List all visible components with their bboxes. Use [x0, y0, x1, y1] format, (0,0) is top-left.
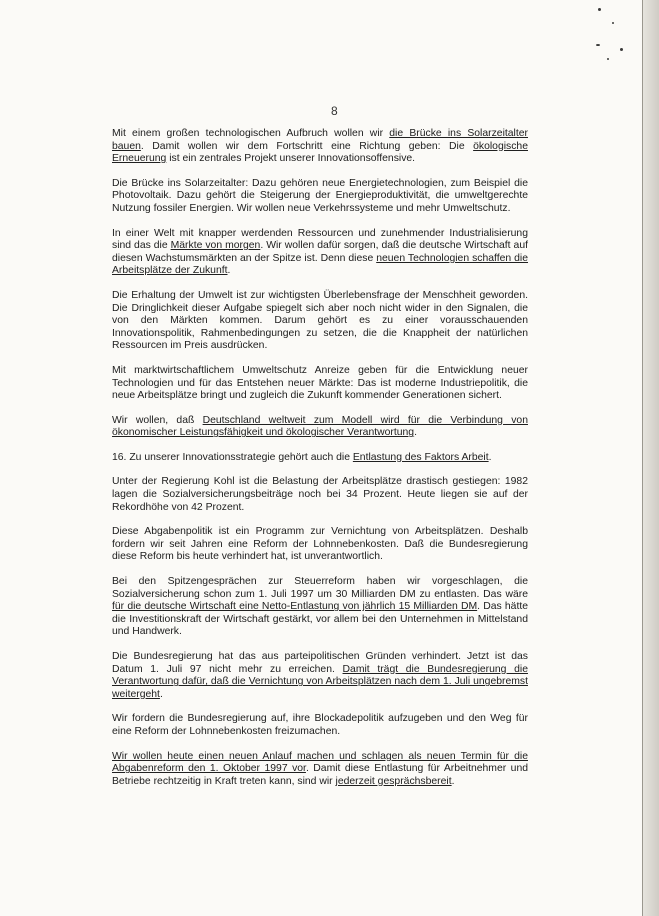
text-segment: . Damit wollen wir dem Fortschritt eine Richtung geben: Die: [140, 140, 474, 152]
underlined-text: Wir wollen heute einen neuen Anlauf machen und schlagen als neuen Termin für die Abgabenreform den 1. Oktober 1997 vor: [112, 750, 528, 775]
underlined-text: für die deutsche Wirtschaft eine Netto-Entlastung von jährlich 15 Milliarden DM: [112, 601, 478, 613]
text-segment: .: [159, 688, 163, 700]
paragraph: [112, 751, 528, 789]
text-segment: .: [414, 427, 417, 439]
text-segment: Diese Abgabenpolitik ist ein Programm zur Vernichtung von Arbeitsplätzen. Deshalb fordern wir seit Jahren eine Reform der Lohnnebenkosten. Daß die Bundesregierung diese Reform bis heute verhindert hat, ist unverantwortlich.: [112, 526, 528, 563]
scan-speck: [596, 44, 600, 46]
underlined-text: Deutschland weltweit zum Modell wird für die Verbindung von ökonomischer Leistungsfähigkeit und ökologischer Verantwortung: [112, 414, 528, 439]
text-segment: Die Erhaltung der Umwelt ist zur wichtigsten Überlebensfrage der Menschheit geworden. Die Dringlichkeit dieser Aufgabe spiegelt sich aber noch nicht wider in den Signalen, die von den Märkten kommen. Darum gehört es zu einer vorausschauenden Innovationspolitik, Rahmenbedingungen zu setzen, die die Knappheit der natürlichen Ressourcen im Preis ausdrücken.: [112, 289, 528, 352]
text-segment: 16. Zu unserer Innovationsstrategie gehört auch die: [112, 451, 353, 463]
paragraph: [112, 290, 528, 353]
text-segment: Wir fordern die Bundesregierung auf, ihre Blockadepolitik aufzugeben und den Weg für eine Reform der Lohnnebenkosten freizumachen.: [112, 713, 528, 737]
scan-speck: [607, 58, 609, 60]
text-segment: Mit marktwirtschaftlichem Umweltschutz Anreize geben für die Entwicklung neuer Technologien und für das Entstehen neuer Märkte: Das ist moderne Industriepolitik, die neue Arbeitsplätze bringt und zugleich die Zukunft kommender Generationen sichert.: [112, 364, 528, 402]
underlined-text: Damit trägt die Bundesregierung die Verantwortung dafür, daß die Vernichtung von Arbeitsplätzen nach dem 1. Juli ungebremst weitergeht: [112, 663, 528, 700]
underlined-text: jederzeit gesprächsbereit: [335, 775, 452, 787]
paragraph: [112, 452, 528, 465]
page-number: 8: [331, 104, 338, 118]
paragraph: [112, 713, 528, 738]
text-segment: Die Bundesregierung hat das aus parteipolitischen Gründen verhindert. Jetzt ist das Datum 1. Juli 97 nicht mehr zu erreichen.: [112, 651, 528, 675]
paragraph: [112, 228, 528, 278]
paragraph: [112, 415, 528, 440]
text-segment: ist ein zentrales Projekt unserer Innovationsoffensive.: [166, 153, 416, 165]
scan-speck: [612, 22, 614, 24]
paragraph: [112, 651, 528, 701]
text-segment: Unter der Regierung Kohl ist die Belastung der Arbeitsplätze drastisch gestiegen: 1982 lagen die Sozialversicherungsbeiträge noch bei 34 Prozent. Heute liegen sie auf der Rekordhöhe von 42 Prozent.: [112, 476, 528, 513]
underlined-text: Entlastung des Faktors Arbeit: [352, 451, 489, 463]
scan-speck: [598, 8, 601, 11]
scan-page-edge: [642, 0, 659, 916]
text-segment: Bei den Spitzengesprächen zur Steuerreform haben wir vorgeschlagen, die Sozialversicherung schon zum 1. Juli 1997 um 30 Milliarden DM zu entlasten. Das wäre: [112, 576, 528, 600]
underlined-text: neuen Technologien schaffen die Arbeitsplätze der Zukunft: [112, 252, 529, 277]
document-body: [112, 128, 528, 800]
text-segment: .: [451, 775, 455, 787]
paragraph: [112, 178, 528, 216]
text-segment: Wir wollen, daß: [112, 414, 203, 426]
text-segment: Mit einem großen technologischen Aufbruch wollen wir: [112, 128, 390, 139]
scan-speck: [620, 48, 623, 51]
underlined-text: die Brücke ins Solarzeitalter bauen: [112, 128, 528, 152]
text-segment: .: [488, 451, 492, 463]
text-segment: . Damit diese Entlastung für Arbeitnehmer und Betriebe rechtzeitig in Kraft treten kann, sind wir: [112, 763, 529, 787]
text-segment: Die Brücke ins Solarzeitalter: Dazu gehören neue Energietechnologien, zum Beispiel die Photovoltaik. Dazu gehört die Steigerung der Energieproduktivität, die umweltgerechte Nutzung fossiler Energien. Wir wollen neue Verkehrssysteme und mehr Umweltschutz.: [112, 177, 528, 214]
paragraph: [112, 526, 528, 564]
underlined-text: ökologische Erneuerung: [112, 140, 528, 165]
paragraph: [112, 128, 528, 166]
paragraph: [112, 476, 528, 514]
text-segment: . Das hätte die Investitionskraft der Wirtschaft gestärkt, vor allem bei den Unternehmen in Mittelstand und Handwerk.: [112, 601, 528, 638]
paragraph: [112, 365, 528, 403]
paragraph: [112, 576, 528, 639]
text-segment: . Wir wollen dafür sorgen, daß die deutsche Wirtschaft auf diesen Wachstumsmärkten an der Spitze ist. Denn diese: [112, 240, 528, 264]
text-segment: .: [227, 265, 231, 277]
text-segment: In einer Welt mit knapper werdenden Ressourcen und zunehmender Industrialisierung sind das die: [112, 227, 528, 252]
underlined-text: Märkte von morgen: [170, 240, 261, 252]
